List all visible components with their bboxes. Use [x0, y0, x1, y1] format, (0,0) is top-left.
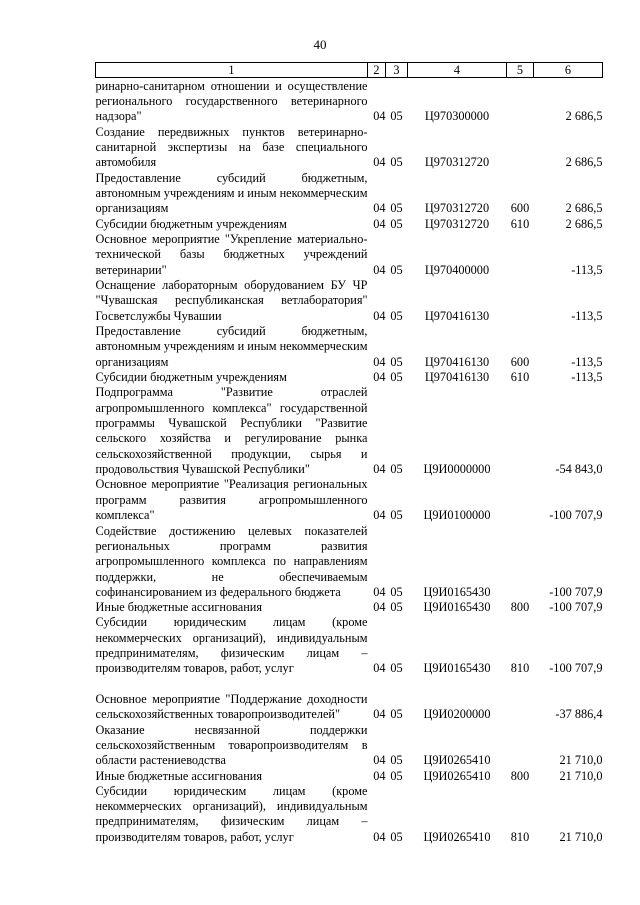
expense-type-code: 600	[510, 201, 530, 216]
target-article-code: Ц970400000	[424, 262, 490, 277]
target-article-code: Ц9И0000000	[423, 461, 491, 476]
section-code: 04	[373, 201, 386, 216]
expense-type-code: 810	[510, 829, 530, 844]
amount: -54 843,0	[555, 461, 603, 476]
subsection-code: 05	[390, 216, 403, 231]
subsection-code: 05	[390, 369, 403, 384]
target-article-code: Ц9И0165430	[423, 661, 491, 676]
expense-type-code: 800	[510, 768, 530, 783]
amount: 2 686,5	[565, 216, 603, 231]
subsection-code: 05	[390, 308, 403, 323]
target-article-code: Ц9И0100000	[423, 507, 491, 522]
amount: -113,5	[571, 262, 603, 277]
expense-type-code	[507, 477, 534, 523]
target-article-code: Ц970416130	[424, 369, 490, 384]
expense-type-code	[507, 677, 534, 723]
section-code: 04	[373, 753, 386, 768]
expense-type-code	[507, 723, 534, 769]
amount: 21 710,0	[559, 829, 603, 844]
table-row	[96, 784, 603, 845]
row-name: Предоставление субсидий бюджетным, автономным учреждениям и иным некоммерческим организациям	[95, 323, 368, 369]
section-code: 04	[373, 600, 386, 615]
subsection-code: 05	[390, 707, 403, 722]
table-row	[96, 723, 603, 769]
column-header: 5	[507, 63, 534, 78]
section-code: 04	[373, 354, 386, 369]
target-article-code: Ц9И0200000	[423, 707, 491, 722]
target-article-code: Ц9И0165430	[423, 584, 491, 599]
section-code: 04	[373, 768, 386, 783]
subsection-code: 05	[390, 155, 403, 170]
amount: 21 710,0	[559, 768, 603, 783]
amount: 21 710,0	[559, 753, 603, 768]
expense-type-code	[507, 385, 534, 477]
target-article-code: Ц970300000	[424, 109, 490, 124]
amount: 2 686,5	[565, 155, 603, 170]
row-name: Предоставление субсидий бюджетным, автономным учреждениям и иным некоммерческим организациям	[95, 170, 368, 216]
subsection-code: 05	[390, 109, 403, 124]
table-row	[96, 232, 603, 278]
amount: -100 707,9	[549, 507, 603, 522]
target-article-code: Ц9И0265410	[423, 753, 491, 768]
page-number: 40	[313, 37, 327, 52]
target-article-code: Ц9И0165430	[423, 600, 491, 615]
expense-type-code: 610	[510, 216, 530, 231]
row-name: Оказание несвязанной поддержки сельскохозяйственным товаропроизводителям в области растениеводства	[95, 722, 368, 768]
table-row	[96, 324, 603, 370]
target-article-code: Ц970416130	[424, 308, 490, 323]
expense-type-code	[507, 78, 534, 125]
column-header: 2	[368, 63, 386, 78]
subsection-code: 05	[390, 661, 403, 676]
expense-type-code	[507, 523, 534, 600]
amount: -100 707,9	[549, 600, 603, 615]
expense-type-code: 810	[510, 661, 530, 676]
expense-type-code: 610	[510, 369, 530, 384]
row-name: Субсидии юридическим лицам (кроме некоммерческих организаций), индивидуальным предпринимателям, физическим лицам – производителям товаров, работ, услуг	[95, 615, 368, 676]
amount: -113,5	[571, 308, 603, 323]
expense-type-code: 800	[510, 600, 530, 615]
table-row	[96, 125, 603, 171]
row-name: Иные бюджетные ассигнования	[95, 600, 263, 615]
section-code: 04	[373, 461, 386, 476]
section-code: 04	[373, 109, 386, 124]
section-code: 04	[373, 216, 386, 231]
amount: -100 707,9	[549, 584, 603, 599]
section-code: 04	[373, 661, 386, 676]
subsection-code: 05	[390, 507, 403, 522]
column-header: 1	[96, 63, 368, 78]
table-row	[96, 171, 603, 217]
row-name: Содействие достижению целевых показателей региональных программ развития агропромышленного комплекса по направлениям поддержки, не обеспечиваемым софинансированием из федерального бюджета	[95, 523, 368, 599]
section-code: 04	[373, 707, 386, 722]
table-row	[96, 769, 603, 784]
target-article-code: Ц970312720	[424, 155, 490, 170]
section-code: 04	[373, 584, 386, 599]
table-row	[96, 278, 603, 324]
row-name: Субсидии юридическим лицам (кроме некоммерческих организаций), индивидуальным предпринимателям, физическим лицам – производителям товаров, работ, услуг	[95, 783, 368, 844]
table-row	[96, 523, 603, 600]
section-code: 04	[373, 829, 386, 844]
section-code: 04	[373, 369, 386, 384]
amount: 2 686,5	[565, 201, 603, 216]
expense-type-code	[507, 232, 534, 278]
section-code: 04	[373, 308, 386, 323]
row-name: Подпрограмма "Развитие отраслей агропромышленного комплекса" государственной программы Чувашской Республики "Развитие сельского хозяйства и регулирование рынка сельскохозяйственной продукции, сырья и продовольствия Чувашской Республики"	[95, 385, 368, 476]
row-name: Основное мероприятие "Поддержание доходности сельскохозяйственных товаропроизводителей"	[95, 691, 368, 722]
subsection-code: 05	[390, 262, 403, 277]
subsection-code: 05	[390, 461, 403, 476]
table-row	[96, 385, 603, 477]
subsection-code: 05	[390, 201, 403, 216]
subsection-code: 05	[390, 829, 403, 844]
subsection-code: 05	[390, 354, 403, 369]
row-name: Иные бюджетные ассигнования	[95, 768, 263, 783]
expense-type-code	[507, 278, 534, 324]
table-header-row	[96, 63, 603, 78]
row-name: Создание передвижных пунктов ветеринарно-санитарной экспертизы на базе специального автомобиля	[95, 124, 368, 170]
subsection-code: 05	[390, 584, 403, 599]
amount: 2 686,5	[565, 109, 603, 124]
section-code: 04	[373, 155, 386, 170]
budget-table	[95, 62, 603, 845]
target-article-code: Ц970416130	[424, 354, 490, 369]
subsection-code: 05	[390, 600, 403, 615]
target-article-code: Ц9И0265410	[423, 768, 491, 783]
table-row	[96, 217, 603, 232]
expense-type-code	[507, 125, 534, 171]
table-row	[96, 615, 603, 676]
target-article-code: Ц9И0265410	[423, 829, 491, 844]
row-name: ринарно-санитарном отношении и осуществление регионального государственного ветеринарного надзора"	[95, 78, 368, 124]
target-article-code: Ц970312720	[424, 216, 490, 231]
table-row	[96, 78, 603, 125]
row-name: Оснащение лабораторным оборудованием БУ ЧР "Чувашская республиканская ветлаборатория" Госветслужбы Чувашии	[95, 277, 368, 323]
expense-type-code: 600	[510, 354, 530, 369]
amount: -113,5	[571, 369, 603, 384]
subsection-code: 05	[390, 768, 403, 783]
column-header: 3	[386, 63, 408, 78]
column-header: 6	[534, 63, 603, 78]
row-name: Субсидии бюджетным учреждениям	[95, 216, 287, 231]
subsection-code: 05	[390, 753, 403, 768]
column-header: 4	[408, 63, 507, 78]
section-code: 04	[373, 507, 386, 522]
row-name: Основное мероприятие "Укрепление материально-технической базы бюджетных учреждений ветеринарии"	[95, 231, 368, 277]
table-row	[96, 370, 603, 385]
target-article-code: Ц970312720	[424, 201, 490, 216]
amount: -100 707,9	[549, 661, 603, 676]
row-name: Основное мероприятие "Реализация региональных программ развития агропромышленного комплекса"	[95, 477, 368, 522]
amount: -113,5	[571, 354, 603, 369]
table-row	[96, 477, 603, 523]
section-code: 04	[373, 262, 386, 277]
table-row	[96, 600, 603, 615]
row-name: Субсидии бюджетным учреждениям	[95, 369, 287, 384]
amount: -37 886,4	[555, 707, 603, 722]
table-row	[96, 677, 603, 723]
